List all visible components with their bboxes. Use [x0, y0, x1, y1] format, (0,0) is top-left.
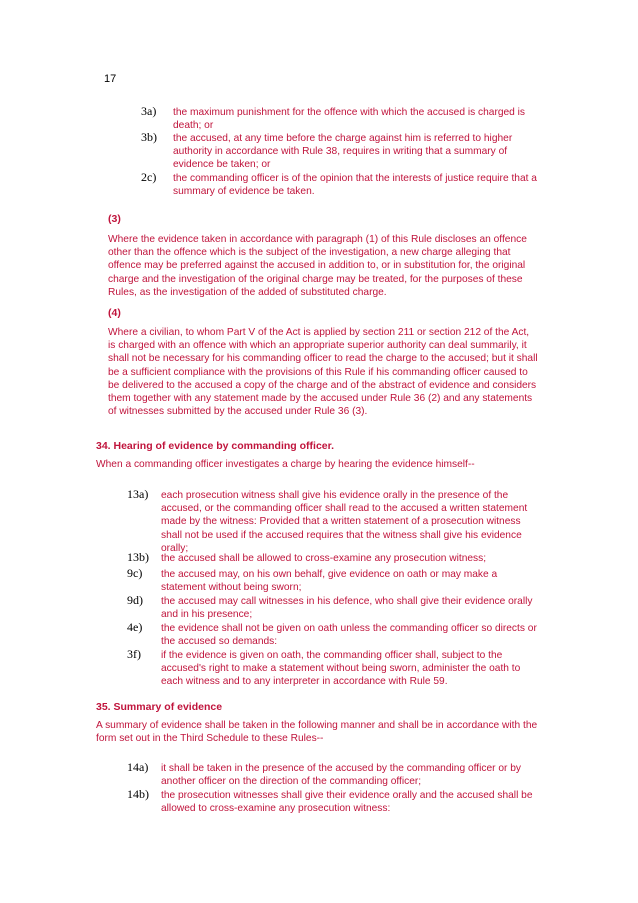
list-item-text: the accused may, on his own behalf, give evidence on oath or may make a statement without being sworn;: [161, 569, 498, 594]
paragraph-label-4: (4): [108, 307, 121, 319]
paragraph-label-3: (3): [108, 213, 121, 225]
list-item-text: if the evidence is given on oath, the commanding officer shall, subject to the accused's right to make a statement without being sworn, administer the oath to each witness and to any interpreter in accordance with Rule 59.: [161, 650, 521, 688]
section-34-heading: 34. Hearing of evidence by commanding officer.: [96, 440, 335, 452]
list-item-text: the commanding officer is of the opinion that the interests of justice require that a summary of evidence be taken.: [173, 173, 537, 198]
list-item-text: the accused, at any time before the charge against him is referred to higher authority in accordance with Rule 38, requires in writing that a summary of evidence be taken; or: [173, 133, 513, 171]
list-item-text: the prosecution witnesses shall give their evidence orally and the accused shall be allowed to cross-examine any prosecution witness:: [161, 790, 533, 815]
list-marker: 14b): [127, 787, 149, 801]
paragraph-4-text: Where a civilian, to whom Part V of the Act is applied by section 211 or section 212 of the Act, is charged with an offence with which an appropriate superior authority can deal summarily, it shall not be necessary for his commanding officer to read the charge to the accused; but it shall be a sufficient compliance with the provisions of this Rule if his commanding officer caused to be delivered to the accused a copy of the charge and of the abstract of evidence and considers them together with any statement made by the accused under Rule 36 (2) and any statements of witnesses submitted by the accused under Rule 36 (3).: [108, 327, 538, 418]
list-item-text: it shall be taken in the presence of the accused by the commanding officer or by another officer on the direction of the commanding officer;: [161, 763, 521, 788]
list-marker: 2c): [141, 170, 157, 184]
paragraph-3-text: Where the evidence taken in accordance with paragraph (1) of this Rule discloses an offence other than the offence which is the subject of the investigation, a new charge alleging that offence may be preferred against the accused in addition to, or in substitution for, the original charge and the investigation of the original charge may be treated, for the purposes of these Rules, as the investigation of the added of substituted charge.: [108, 234, 527, 298]
list-item-text: the evidence shall not be given on oath unless the commanding officer so directs or the accused so demands:: [161, 623, 537, 648]
list-item-text: each prosecution witness shall give his evidence orally in the presence of the accused, or the commanding officer shall read to the accused a written statement made by the witness: Provided that a written statement of a prosecution witness shall not be used if the accused requires that the witness shall give his evidence orally;: [161, 490, 528, 554]
list-marker: 14a): [127, 760, 149, 774]
list-item-text: the accused may call witnesses in his defence, who shall give their evidence orally and in his presence;: [161, 596, 533, 621]
page-number: 17: [104, 73, 117, 85]
list-marker: 4e): [127, 620, 143, 634]
list-marker: 13b): [127, 550, 149, 564]
section-35-heading: 35. Summary of evidence: [96, 701, 223, 713]
list-marker: 3a): [141, 104, 157, 118]
list-marker: 9d): [127, 593, 143, 607]
list-marker: 3f): [127, 647, 141, 661]
section-34-intro: When a commanding officer investigates a charge by hearing the evidence himself--: [96, 459, 475, 470]
list-marker: 9c): [127, 566, 143, 580]
section-35-intro: A summary of evidence shall be taken in the following manner and shall be in accordance with the form set out in the Third Schedule to these Rules--: [96, 720, 538, 745]
list-marker: 13a): [127, 487, 149, 501]
list-marker: 3b): [141, 130, 157, 144]
list-item-text: the accused shall be allowed to cross-examine any prosecution witness;: [161, 553, 487, 564]
list-item-text: the maximum punishment for the offence with which the accused is charged is death; or: [173, 107, 526, 132]
